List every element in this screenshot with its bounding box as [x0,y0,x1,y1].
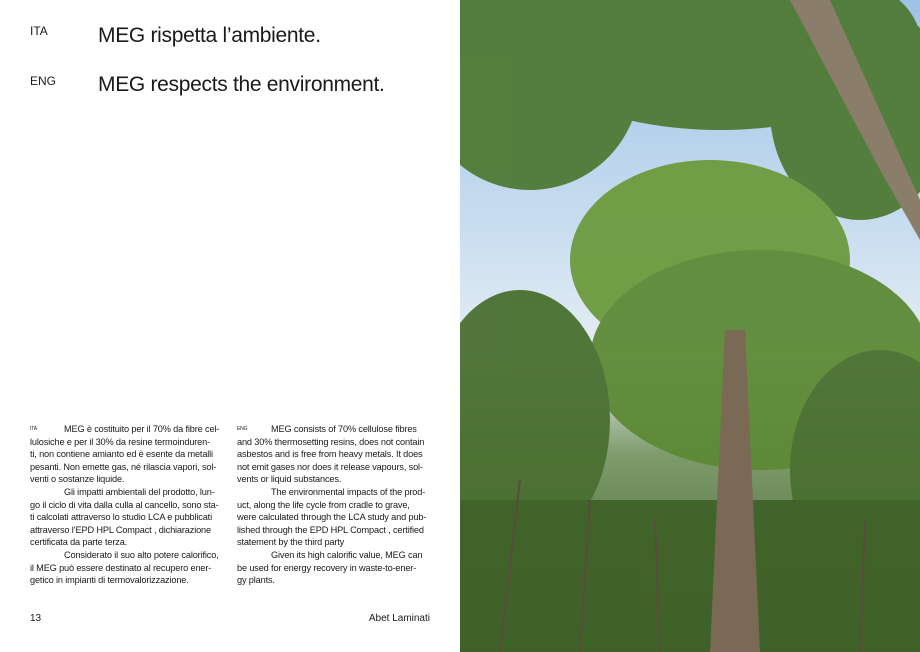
text-line: venti o sostanze liquide. [30,474,125,485]
text-line: Gli impatti ambientali del prodotto, lun- [64,486,215,497]
lang-label-ita: ITA [30,24,48,38]
tree-illustration [460,0,920,652]
text-line: were calculated through the LCA study and pub- [237,512,427,523]
lang-label-eng: ENG [30,74,57,88]
text-line: and 30% thermosetting resins, does not contain [237,436,425,447]
text-line: lulosiche e per il 30% da resine termoinduren- [30,436,211,447]
text-line: MEG consists of 70% cellulose fibres [271,424,417,434]
heading-eng: MEG respects the environment. [98,73,385,96]
heading-ita: MEG rispetta l’ambiente. [98,24,321,47]
forest-photo [460,0,920,652]
page-number: 13 [30,613,42,624]
text-line: be used for energy recovery in waste-to-ener- [237,562,417,573]
text-line: asbestos and is free from heavy metals. It does [237,449,423,460]
text-line: attraverso l’EPD HPL Compact , dichiarazione [30,524,211,535]
text-line: MEG è costituito per il 70% da fibre cel- [64,424,220,434]
text-line: ti, non contiene amianto ed è esente da metalli [30,449,213,460]
text-line: il MEG può essere destinato al recupero ener- [30,562,212,573]
lang-tag: ITA [30,426,37,432]
body-column-eng [237,423,437,587]
text-line: pesanti. Non emette gas, né rilascia vapori, sol- [30,461,217,472]
lang-tag: ENG [237,426,248,432]
footer-brand: Abet Laminati [368,613,430,624]
text-line: Given its high calorific value, MEG can [271,549,423,560]
text-line: lished through the EPD HPL Compact , certified [237,524,424,535]
text-line: vents or liquid substances. [237,474,342,485]
text-line: ti calcolati attraverso lo studio LCA e pubblicati [30,512,212,523]
text-line: getico in impianti di termovalorizzazione. [30,575,189,586]
text-line: gy plants. [237,575,275,586]
text-line: certificata da parte terza. [30,537,128,548]
text-line: The environmental impacts of the prod- [271,486,426,497]
body-column-ita [30,423,230,587]
text-line: uct, along the life cycle from cradle to grave, [237,499,410,510]
text-line: not emit gases nor does it release vapours, sol- [237,461,423,472]
text-line: Considerato il suo alto potere calorifico, [64,549,219,560]
text-line: go il ciclo di vita dalla culla al cancello, sono sta- [30,499,219,510]
text-line: statement by the third party [237,537,345,548]
